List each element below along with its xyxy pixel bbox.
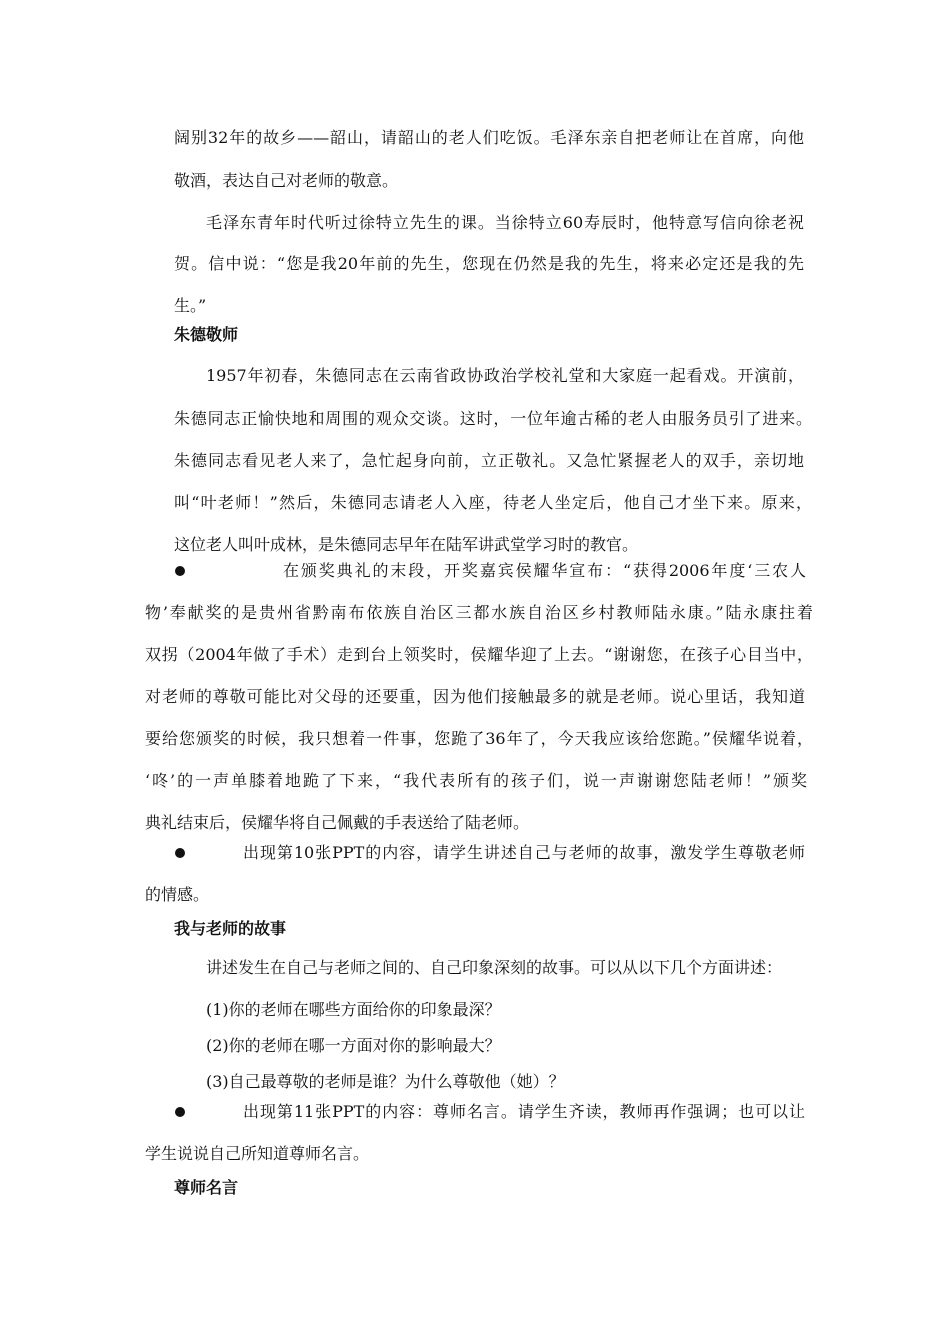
paragraph-line: 典礼结束后，侯耀华将自己佩戴的手表送给了陆老师。 [145, 813, 530, 832]
section-heading: 我与老师的故事 [174, 919, 287, 938]
paragraph-line: 毛泽东青年时代听过徐特立先生的课。当徐特立60寿辰时，他特意写信向徐老祝 [206, 213, 804, 232]
paragraph-line: 贺。信中说：“您是我20年前的先生，您现在仍然是我的先生，将来必定还是我的先 [174, 254, 804, 273]
paragraph-line: 物’奉献奖的是贵州省黔南布依族自治区三都水族自治区乡村教师陆永康。”陆永康拄着 [145, 603, 813, 622]
paragraph-line: 1957年初春，朱德同志在云南省政协政治学校礼堂和大家庭一起看戏。开演前， [206, 366, 804, 385]
question-item: (1)你的老师在哪些方面给你的印象最深？ [206, 1000, 501, 1019]
paragraph-line: 阔别32年的故乡——韶山，请韶山的老人们吃饭。毛泽东亲自把老师让在首席，向他 [174, 128, 804, 147]
question-item: (2)你的老师在哪一方面对你的影响最大？ [206, 1036, 501, 1055]
paragraph-line: ‘咚’的一声单膝着地跪了下来，“我代表所有的孩子们，说一声谢谢您陆老师！”颁奖 [145, 771, 807, 790]
paragraph-line: 的情感。 [145, 885, 210, 904]
section-heading: 尊师名言 [174, 1178, 239, 1197]
paragraph-line: 对老师的尊敬可能比对父母的还要重，因为他们接触最多的就是老师。说心里话，我知道 [145, 687, 805, 706]
paragraph-line: 朱德同志看见老人来了，急忙起身向前，立正敬礼。又急忙紧握老人的双手，亲切地 [174, 451, 804, 470]
paragraph-line: 双拐（2004年做了手术）走到台上领奖时，侯耀华迎了上去。“谢谢您，在孩子心目当中， [145, 645, 813, 664]
question-item: (3)自己最尊敬的老师是谁？为什么尊敬他（她）？ [206, 1072, 565, 1091]
paragraph-line: 出现第11张PPT的内容：尊师名言。请学生齐读，教师再作强调；也可以让 [243, 1102, 805, 1121]
paragraph-line: 敬酒，表达自己对老师的敬意。 [174, 171, 399, 190]
section-heading: 朱德敬师 [174, 325, 239, 344]
bullet-icon [175, 566, 185, 576]
paragraph-line: 叫“叶老师！”然后，朱德同志请老人入座，待老人坐定后，他自己才坐下来。原来， [174, 493, 812, 512]
bullet-icon [175, 848, 185, 858]
paragraph-line: 学生说说自己所知道尊师名言。 [145, 1144, 370, 1163]
paragraph-line: 在颁奖典礼的末段，开奖嘉宾侯耀华宣布：“获得2006年度‘三农人 [283, 561, 806, 580]
paragraph-line: 生。” [174, 296, 207, 315]
paragraph-line: 要给您颁奖的时候，我只想着一件事，您跪了36年了，今天我应该给您跪。”侯耀华说着， [145, 729, 813, 748]
paragraph-line: 出现第10张PPT的内容，请学生讲述自己与老师的故事，激发学生尊敬老师 [243, 843, 805, 862]
paragraph-line: 这位老人叫叶成林，是朱德同志早年在陆军讲武堂学习时的教官。 [174, 535, 639, 554]
bullet-icon [175, 1107, 185, 1117]
paragraph-line: 朱德同志正愉快地和周围的观众交谈。这时，一位年逾古稀的老人由服务员引了进来。 [174, 409, 812, 428]
paragraph-line: 讲述发生在自己与老师之间的、自己印象深刻的故事。可以从以下几个方面讲述： [206, 958, 783, 977]
